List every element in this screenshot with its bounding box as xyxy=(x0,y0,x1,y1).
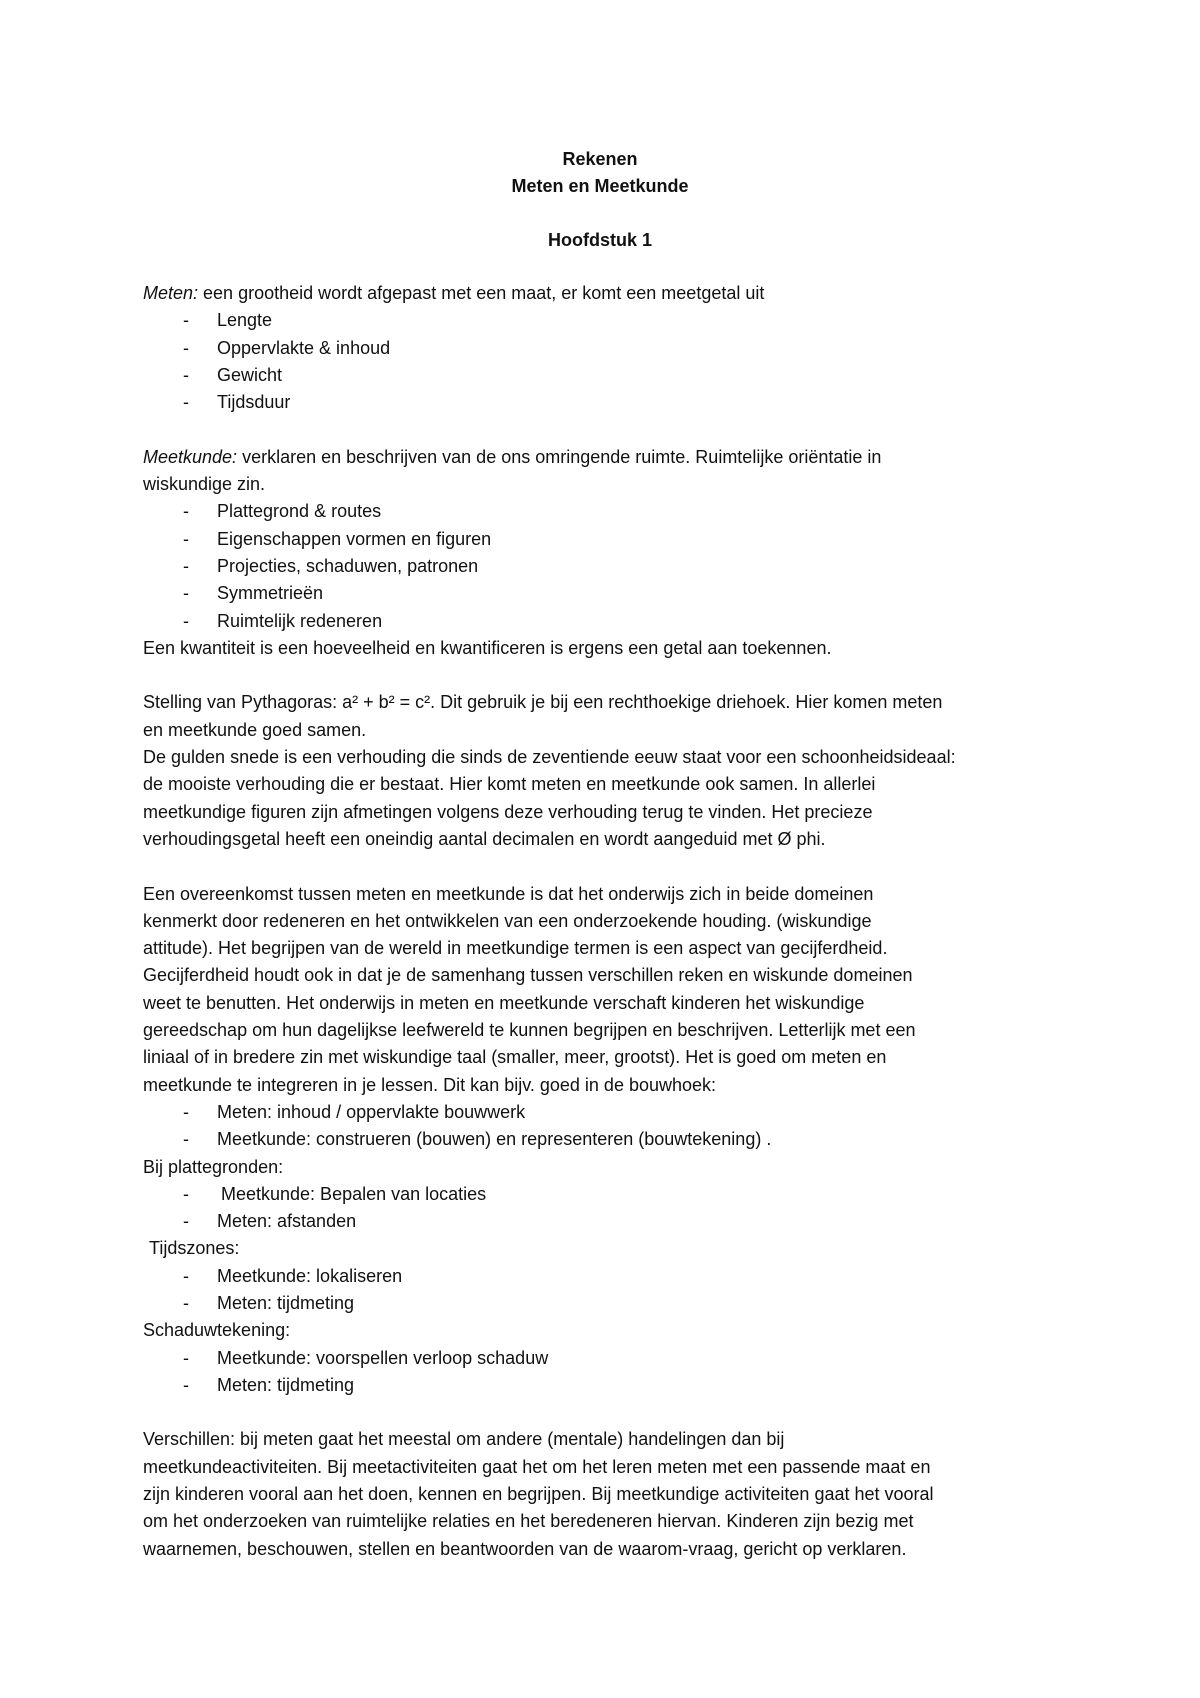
meten-definition: Meten: een grootheid wordt afgepast met een maat, er komt een meetgetal uit xyxy=(143,283,765,303)
list-item: - Symmetrieën xyxy=(143,580,1078,607)
paragraph-line: de mooiste verhouding die er bestaat. Hier komt meten en meetkunde ook samen. In allerlei xyxy=(143,774,876,795)
paragraph-line: gereedschap om hun dagelijkse leefwereld te kunnen begrijpen en beschrijven. Letterlijk met een xyxy=(143,1020,916,1041)
paragraph-line: meetkundige figuren zijn afmetingen volgens deze verhouding terug te vinden. Het precieze xyxy=(143,801,873,822)
list-item: - Ruimtelijk redeneren xyxy=(143,608,1078,635)
paragraph-line: verhoudingsgetal heeft een oneindig aantal decimalen en wordt aangeduid met Ø phi. xyxy=(143,828,826,849)
list-item: - Tijdsduur xyxy=(143,389,1078,416)
list-item: - Lengte xyxy=(143,307,1078,334)
paragraph-line: De gulden snede is een verhouding die sinds de zeventiende eeuw staat voor een schoonheidsideaal: xyxy=(143,747,956,768)
list-item: - Meten: afstanden xyxy=(143,1208,1078,1235)
document-body xyxy=(143,280,1078,1563)
meetkunde-definition-cont: wiskundige zin. xyxy=(143,474,266,495)
paragraph-line: om het onderzoeken van ruimtelijke relaties en het beredeneren hiervan. Kinderen zijn bezig met xyxy=(143,1511,914,1532)
list-item: - Meetkunde: voorspellen verloop schaduw xyxy=(143,1345,1078,1372)
list-item: - Plattegrond & routes xyxy=(143,498,1078,525)
list-item: - Projecties, schaduwen, patronen xyxy=(143,553,1078,580)
paragraph-line: meetkundeactiviteiten. Bij meetactiviteiten gaat het om het leren meten met een passende maat en xyxy=(143,1456,931,1477)
paragraph-line: Gecijferdheid houdt ook in dat je de samenhang tussen verschillen reken en wiskunde domeinen xyxy=(143,965,913,986)
meetkunde-definition: Meetkunde: verklaren en beschrijven van de ons omringende ruimte. Ruimtelijke oriëntatie in xyxy=(143,446,882,467)
list-item: - Eigenschappen vormen en figuren xyxy=(143,526,1078,553)
list-item: - Oppervlakte & inhoud xyxy=(143,335,1078,362)
list-item: - Meetkunde: Bepalen van locaties xyxy=(143,1181,1078,1208)
title-block xyxy=(0,146,1200,200)
paragraph-line: Een overeenkomst tussen meten en meetkunde is dat het onderwijs zich in beide domeinen xyxy=(143,883,874,904)
paragraph-line: zijn kinderen vooral aan het doen, kennen en begrijpen. Bij meetkundige activiteiten gaat het vooral xyxy=(143,1484,934,1505)
meten-term: Meten: xyxy=(143,283,199,303)
document-title: Rekenen xyxy=(562,149,638,169)
kwantiteit-note: Een kwantiteit is een hoeveelheid en kwantificeren is ergens een getal aan toekennen. xyxy=(143,637,832,658)
list-item: - Meetkunde: construeren (bouwen) en representeren (bouwtekening) . xyxy=(143,1126,1078,1153)
list-item: - Meten: tijdmeting xyxy=(143,1372,1078,1399)
tijdszones-label: Tijdszones: xyxy=(149,1238,240,1259)
paragraph-line: en meetkunde goed samen. xyxy=(143,719,367,740)
paragraph-line: Stelling van Pythagoras: a² + b² = c². Dit gebruik je bij een rechthoekige driehoek. Hier komen meten xyxy=(143,692,943,713)
list-item: - Meetkunde: lokaliseren xyxy=(143,1263,1078,1290)
list-item: - Gewicht xyxy=(143,362,1078,389)
paragraph-line: meetkunde te integreren in je lessen. Dit kan bijv. goed in de bouwhoek: xyxy=(143,1074,717,1095)
paragraph-line: kenmerkt door redeneren en het ontwikkelen van een onderzoekende houding. (wiskundige xyxy=(143,910,872,931)
list-item: - Meten: inhoud / oppervlakte bouwwerk xyxy=(143,1099,1078,1126)
paragraph-line: Verschillen: bij meten gaat het meestal om andere (mentale) handelingen dan bij xyxy=(143,1429,785,1450)
paragraph-line: weet te benutten. Het onderwijs in meten en meetkunde verschaft kinderen het wiskundige xyxy=(143,992,865,1013)
chapter-heading: Hoofdstuk 1 xyxy=(547,230,652,250)
schaduw-label: Schaduwtekening: xyxy=(143,1320,291,1341)
document-subtitle: Meten en Meetkunde xyxy=(511,176,689,196)
list-item: - Meten: tijdmeting xyxy=(143,1290,1078,1317)
paragraph-line: waarnemen, beschouwen, stellen en beantwoorden van de waarom-vraag, gericht op verklaren. xyxy=(143,1538,907,1559)
paragraph-line: liniaal of in bredere zin met wiskundige taal (smaller, meer, grootst). Het is goed om meten en xyxy=(143,1047,887,1068)
meetkunde-term: Meetkunde: xyxy=(143,446,238,467)
paragraph-line: attitude). Het begrijpen van de wereld in meetkundige termen is een aspect van gecijferdheid. xyxy=(143,938,888,959)
plattegronden-label: Bij plattegronden: xyxy=(143,1156,284,1177)
